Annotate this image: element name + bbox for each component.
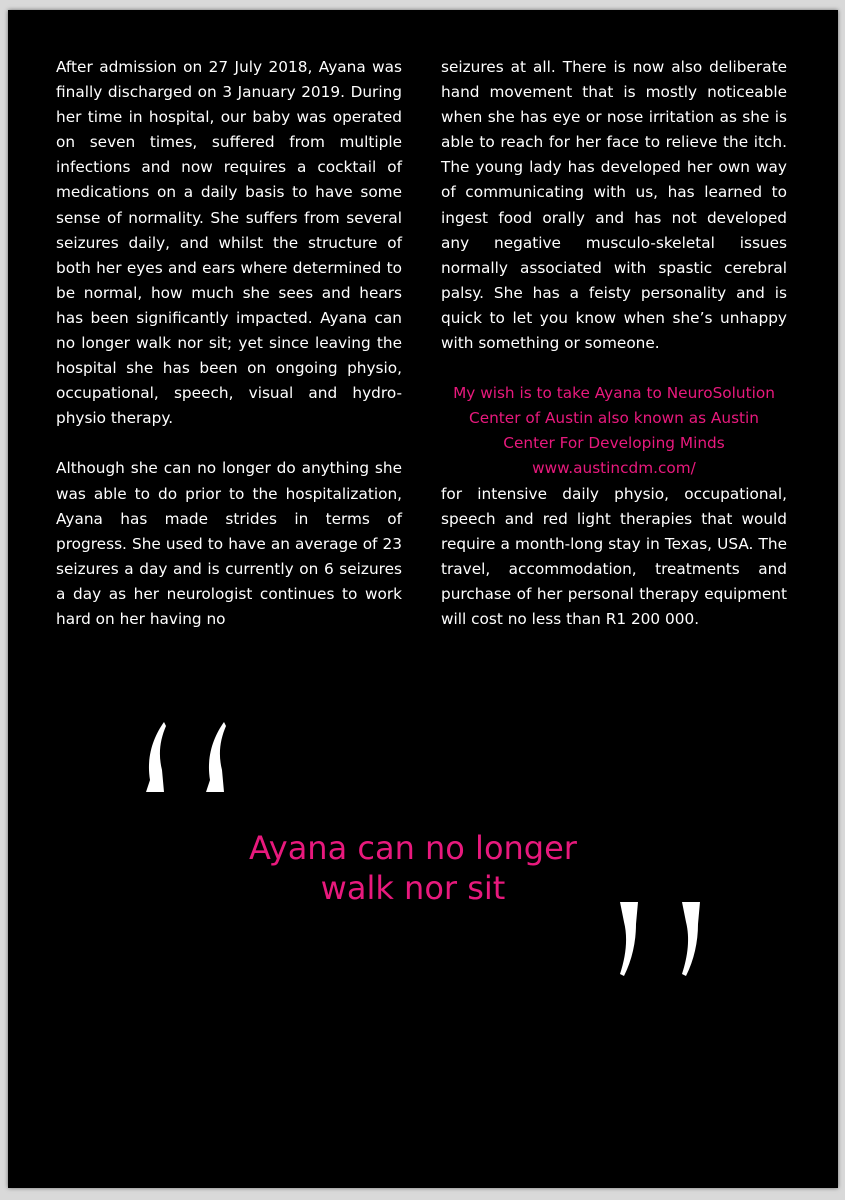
wish-line: Center of Austin also known as Austin: [469, 409, 759, 428]
right-paragraph-2: for intensive daily physio, occupational, speech and red light therapies that would require a month-long stay in Texas, USA. The travel, accommodation, treatments and purchase of her personal therapy equipment will cost no less than R1 200 000.: [441, 484, 787, 628]
wish-line: My wish is to take Ayana to NeuroSolution: [453, 384, 775, 403]
wish-line: Center For Developing Minds: [503, 434, 725, 453]
right-paragraph-1: seizures at all. There is now also deliberate hand movement that is mostly noticeable when she has eye or nose irritation as she is able to reach for her face to relieve the itch. The young lady has developed her own way of communicating with us, has learned to ingest food orally and has not developed any negative musculo-skeletal issues normally associated with spastic cerebral palsy. She has a feisty personality and is quick to let you know when she’s unhappy with something or someone.: [441, 58, 787, 353]
close-quote-icon: [614, 890, 714, 990]
pull-quote-line: walk nor sit: [320, 869, 506, 907]
left-paragraph-1: After admission on 27 July 2018, Ayana was finally discharged on 3 January 2019. During her time in hospital, our baby was operated on seven times, suffered from multiple infections and now requires a cocktail of medications on a daily basis to have some sense of normality. She suffers from several seizures daily, and whilst the structure of both her eyes and ears where determined to be normal, how much she sees and hears has been significantly impacted. Ayana can no longer walk nor sit; yet since leaving the hospital she has been on ongoing physio, occupational, speech, visual and hydro-physio therapy.: [56, 58, 402, 428]
right-column: [441, 55, 787, 632]
pull-quote: [188, 828, 638, 908]
pull-quote-line: Ayana can no longer: [249, 829, 577, 867]
wish-link[interactable]: www.austincdm.com/: [532, 459, 696, 478]
left-column: [56, 55, 402, 632]
left-paragraph-2: Although she can no longer do anything she was able to do prior to the hospitalization, Ayana has made strides in terms of progress. She used to have an average of 23 seizures a day and is currently on 6 seizures a day as her neurologist continues to work hard on her having no: [56, 459, 402, 628]
document-page: [8, 10, 838, 1188]
wish-statement: [441, 381, 787, 481]
